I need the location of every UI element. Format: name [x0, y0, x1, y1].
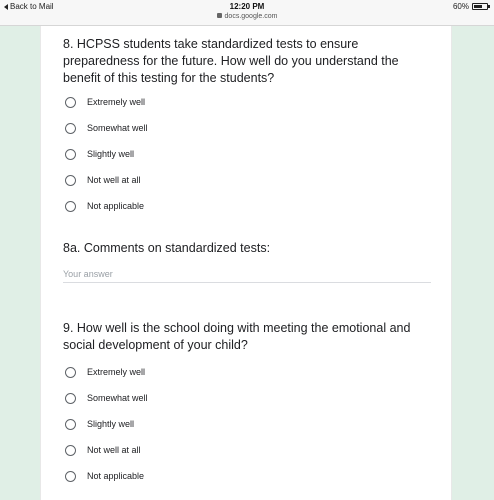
radio-button[interactable]	[65, 393, 76, 404]
status-time: 12:20 PM	[229, 2, 265, 11]
question-8-options	[65, 89, 148, 219]
ios-status-bar	[0, 0, 494, 26]
battery-percent: 60%	[452, 2, 469, 11]
q9-option-not-well-at-all[interactable]	[65, 437, 148, 463]
form-card	[40, 26, 452, 500]
radio-button[interactable]	[65, 97, 76, 108]
q8-option-not-well-at-all[interactable]	[65, 167, 148, 193]
q8-option-slightly-well[interactable]	[65, 141, 148, 167]
address-bar[interactable]	[0, 13, 494, 20]
q9-option-not-applicable[interactable]	[65, 463, 148, 489]
q8-option-not-applicable[interactable]	[65, 193, 148, 219]
battery-icon	[472, 3, 488, 10]
q9-option-somewhat-well[interactable]	[65, 385, 148, 411]
question-9-title: 9. How well is the school doing with meeting the emotional and social development of your child?	[63, 321, 411, 352]
q8-option-extremely-well[interactable]	[65, 89, 148, 115]
radio-button[interactable]	[65, 471, 76, 482]
radio-button[interactable]	[65, 445, 76, 456]
question-9-options	[65, 359, 148, 489]
option-label: Extremely well	[87, 97, 146, 107]
q9-option-extremely-well[interactable]	[65, 359, 148, 385]
radio-button[interactable]	[65, 123, 76, 134]
radio-button[interactable]	[65, 175, 76, 186]
option-label: Somewhat well	[87, 123, 148, 133]
radio-button[interactable]	[65, 149, 76, 160]
option-label: Not well at all	[87, 445, 141, 455]
question-8-title: 8. HCPSS students take standardized tests to ensure preparedness for the future. How well do you understand the benefit of this testing for the students?	[63, 37, 399, 85]
question-8a-title: 8a. Comments on standardized tests:	[63, 241, 271, 255]
back-label: Back to Mail	[10, 2, 54, 11]
radio-button[interactable]	[65, 201, 76, 212]
option-label: Not well at all	[87, 175, 141, 185]
url-text: docs.google.com	[224, 13, 278, 20]
q8a-answer-input[interactable]	[63, 266, 431, 283]
option-label: Extremely well	[87, 367, 146, 377]
lock-icon	[217, 13, 222, 18]
option-label: Not applicable	[87, 471, 145, 481]
option-label: Somewhat well	[87, 393, 148, 403]
q8-option-somewhat-well[interactable]	[65, 115, 148, 141]
battery-indicator	[453, 2, 488, 11]
option-label: Slightly well	[87, 149, 135, 159]
option-label: Not applicable	[87, 201, 145, 211]
option-label: Slightly well	[87, 419, 135, 429]
q9-option-slightly-well[interactable]	[65, 411, 148, 437]
radio-button[interactable]	[65, 419, 76, 430]
radio-button[interactable]	[65, 367, 76, 378]
